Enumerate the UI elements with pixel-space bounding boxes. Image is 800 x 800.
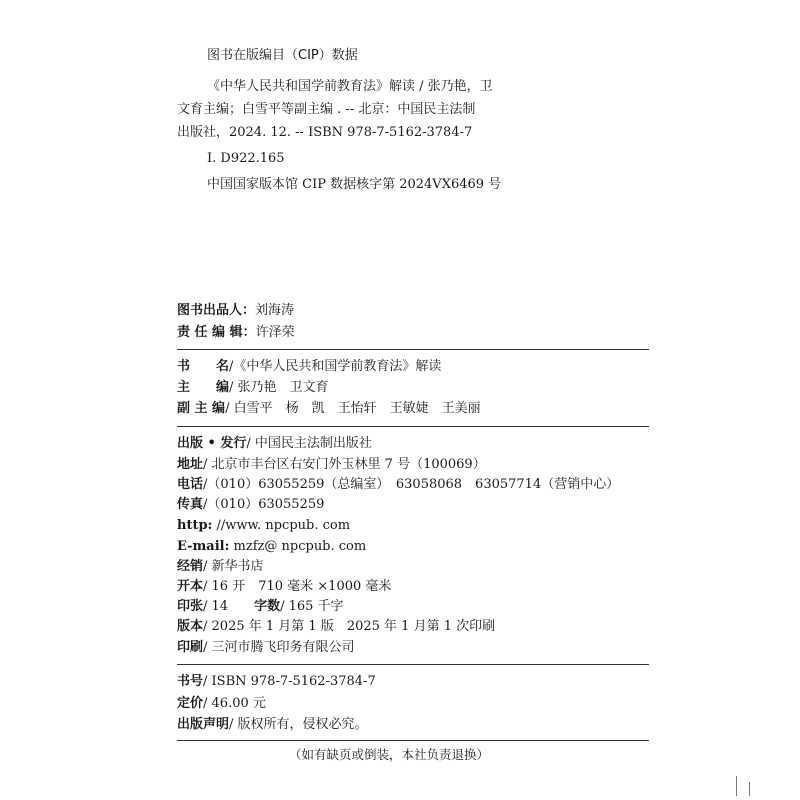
rights-value: / 版权所有，侵权必究。 — [229, 717, 368, 732]
edition-line — [177, 619, 495, 635]
distributor-value: / 新华书店 — [203, 559, 264, 574]
address-line — [177, 457, 486, 473]
producer-value: 刘海涛 — [255, 303, 295, 318]
isbn-value: / ISBN 978-7-5162-3784-7 — [203, 674, 376, 689]
publisher-label: 出版 • 发行 — [177, 436, 247, 451]
editor-label: 责 任 编 辑： — [177, 325, 256, 340]
cip-classification: Ⅰ. D922.165 — [207, 151, 285, 166]
words-value: / 165 千字 — [280, 599, 344, 614]
editor-line — [177, 325, 295, 341]
cip-line-2: 文育主编；白雪平等副主编 . -- 北京：中国民主法制 — [177, 102, 476, 117]
cip-heading: 图书在版编目（CIP）数据 — [207, 48, 358, 63]
cip-line-1: 《中华人民共和国学前教育法》解读 / 张乃艳，卫 — [207, 79, 493, 94]
divider-1 — [177, 349, 649, 350]
format-line — [177, 579, 391, 595]
sheets-label: 印张 — [177, 599, 204, 614]
editor-value: 许泽荣 — [255, 325, 295, 340]
title-label: 书 名 — [177, 359, 230, 374]
address-value: / 北京市丰台区右安门外玉林里 7 号（100069） — [203, 457, 486, 472]
title-line — [177, 359, 441, 375]
isbn-label: 书号 — [177, 674, 204, 689]
deputy-editor-value: / 白雪平 杨 凯 王怡轩 王敏婕 王美丽 — [225, 401, 481, 416]
format-label: 开本 — [177, 579, 204, 594]
edition-value: / 2025 年 1 月第 1 版 2025 年 1 月第 1 次印刷 — [203, 619, 496, 634]
divider-3 — [177, 664, 649, 665]
printer-line — [177, 640, 355, 656]
isbn-line — [177, 674, 376, 690]
producer-label: 图书出品人： — [177, 303, 256, 318]
printer-label: 印刷 — [177, 640, 204, 655]
phone-label: 电话 — [177, 477, 204, 492]
fax-label: 传真 — [177, 497, 204, 512]
chief-editor-value: / 张乃艳 卫文育 — [229, 380, 329, 395]
rights-label: 出版声明 — [177, 717, 230, 732]
email-value: mzfz@ npcpub. com — [233, 539, 367, 554]
price-value: / 46.00 元 — [203, 696, 266, 711]
sheets-value: / 14 — [203, 599, 229, 614]
http-value: //www. npcpub. com — [216, 518, 351, 533]
price-label: 定价 — [177, 696, 204, 711]
publisher-line — [177, 436, 372, 452]
publisher-value: / 中国民主法制出版社 — [246, 436, 372, 451]
distributor-label: 经销 — [177, 559, 204, 574]
fax-value: /（010）63055259 — [203, 497, 325, 512]
printer-value: / 三河市腾飞印务有限公司 — [203, 640, 355, 655]
edition-label: 版本 — [177, 619, 204, 634]
defect-notice: （如有缺页或倒装，本社负责退换） — [289, 747, 490, 762]
title-value: /《中华人民共和国学前教育法》解读 — [229, 359, 442, 374]
sheets-words-line — [177, 599, 344, 615]
price-line — [177, 696, 266, 712]
fax-line — [177, 497, 324, 513]
deputy-editor-label: 副 主 编 — [177, 401, 226, 416]
distributor-line — [177, 559, 264, 575]
cip-verification: 中国国家版本馆 CIP 数据核字第 2024VX6469 号 — [207, 177, 502, 192]
email-line — [177, 539, 366, 555]
chief-editor-label: 主 编 — [177, 380, 230, 395]
edge-mark-1 — [736, 776, 737, 796]
rights-line — [177, 717, 368, 733]
producer-line — [177, 303, 294, 319]
http-line — [177, 518, 350, 534]
words-label: 字数 — [254, 599, 281, 614]
email-label: E-mail: — [177, 539, 230, 554]
edge-mark-2 — [749, 782, 750, 796]
phone-value: /（010）63055259（总编室） 63058068 63057714（营销中心） — [203, 477, 620, 492]
format-value: / 16 开 710 毫米 ×1000 毫米 — [203, 579, 392, 594]
chief-editor-line — [177, 380, 329, 396]
divider-2 — [177, 426, 649, 427]
http-label: http: — [177, 518, 213, 533]
phone-line — [177, 477, 619, 493]
address-label: 地址 — [177, 457, 204, 472]
cip-line-3: 出版社，2024. 12. -- ISBN 978-7-5162-3784-7 — [177, 125, 473, 140]
divider-4 — [177, 740, 649, 741]
deputy-editor-line — [177, 401, 481, 417]
